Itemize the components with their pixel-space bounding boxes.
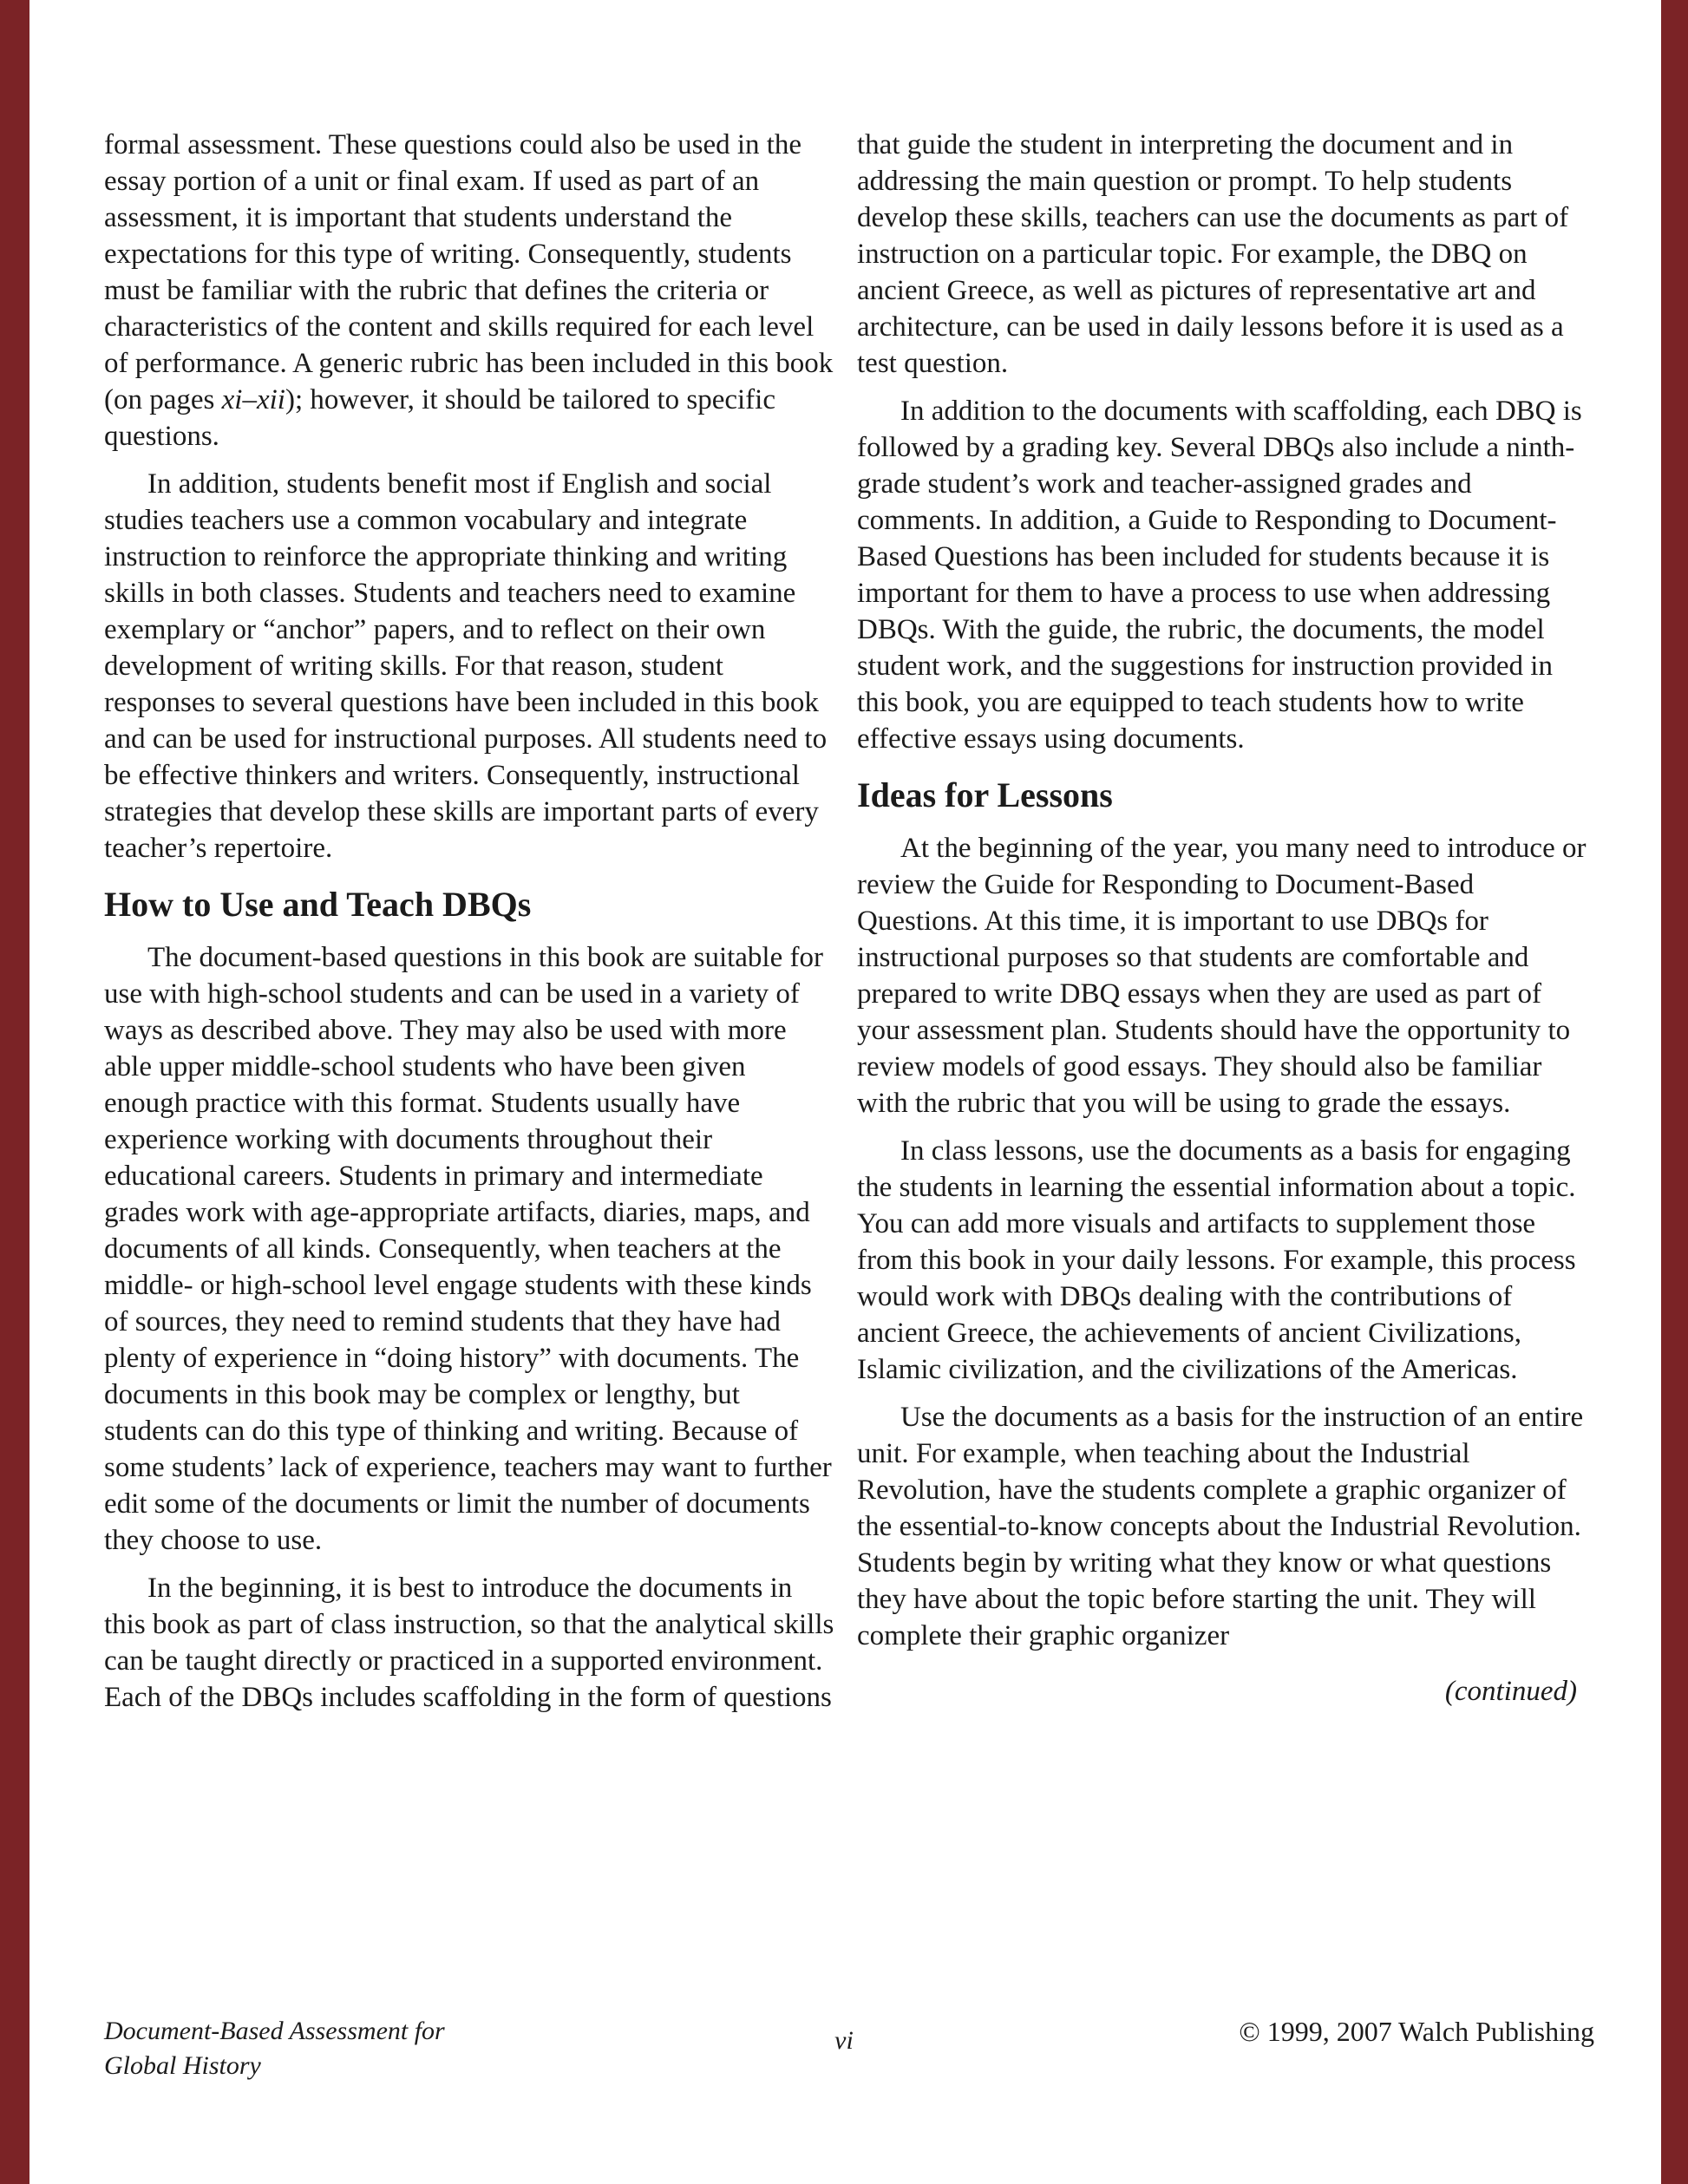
- paragraph-in-class-lessons: In class lessons, use the documents as a basis for engaging the students in learning the essential information about a topic. You can add more visuals and artifacts to supplement those from this book in your daily lessons. For example, this process would work with DBQs dealing with the contributions of ancient Greece, the achievements of ancient Civilizations, Islamic civilization, and the civilizations of the Americas.: [857, 1135, 1576, 1385]
- left-column: [104, 127, 834, 1727]
- paragraph-in-addition-to-documents: In addition to the documents with scaffolding, each DBQ is followed by a grading key. Several DBQs also include a ninth-grade student’s work and teacher-assigned grades and comments. In addition, a Guide to Responding to Document-Based Questions has been included for students because it is important for them to have a process to use when addressing DBQs. With the guide, the rubric, the documents, the model student work, and the suggestions for instruction provided in this book, you are equipped to teach students how to write effective essays using documents.: [857, 396, 1582, 755]
- paragraph-formal-assessment: [104, 127, 834, 454]
- paragraph-in-the-beginning: In the beginning, it is best to introduce the documents in this book as part of class instruction, so that the analytical skills can be taught directly or practiced in a supported environment. Each of the DBQs includes scaffolding in the form of questions: [104, 1573, 834, 1713]
- paragraph-document-based-questions: The document-based questions in this book are suitable for use with high-school students and can be used in a variety of ways as described above. They may also be used with more able upper middle-school students who have been given enough practice with this format. Students usually have experience working with documents throughout their educational careers. Students in primary and intermediate grades work with age-appropriate artifacts, diaries, maps, and documents of all kinds. Consequently, when teachers at the middle- or high-school level engage students with these kinds of sources, they need to remind students that they have had plenty of experience in “doing history” with documents. The documents in this book may be complex or lengthy, but students can do this type of thinking and writing. Because of some students’ lack of experience, teachers may want to further edit some of the documents or limit the number of documents they choose to use.: [104, 942, 832, 1556]
- heading-how-to-use-and-teach-dbqs: How to Use and Teach DBQs: [104, 885, 532, 924]
- footer-book-title-line2: Global History: [104, 2051, 261, 2080]
- paragraph-in-addition-students: In addition, students benefit most if English and social studies teachers use a common vocabulary and integrate instruction to reinforce the appropriate thinking and writing skills in both classes. Students and teachers need to examine exemplary or “anchor” papers, and to reflect on their own development of writing skills. For that reason, student responses to several questions have been included in this book and can be used for instructional purposes. All students need to be effective thinkers and writers. Consequently, instructional strategies that develop these skills are important parts of every teacher’s repertoire.: [104, 468, 828, 864]
- continued-marker: (continued): [1444, 1676, 1577, 1707]
- copyright-notice: © 1999, 2007 Walch Publishing: [1239, 2016, 1594, 2047]
- italic-page-reference: xi–xii: [221, 384, 285, 415]
- paragraph-use-the-documents: Use the documents as a basis for the instruction of an entire unit. For example, when teaching about the Industrial Revolution, have the students complete a graphic organizer of the essential-to-know concepts about the Industrial Revolution. Students begin by writing what they know or what questions they have about the topic before starting the unit. They will complete their graphic organizer: [857, 1402, 1584, 1651]
- paragraph-at-the-beginning-of-year: At the beginning of the year, you many need to introduce or review the Guide for Responding to Document-Based Questions. At this time, it is important to use DBQs for instructional purposes so that students are comfortable and prepared to write DBQ essays when they are used as part of your assessment plan. Students should have the opportunity to review models of good essays. They should also be familiar with the rubric that you will be using to grade the essays.: [857, 833, 1587, 1119]
- heading-ideas-for-lessons: Ideas for Lessons: [857, 775, 1113, 814]
- footer-book-title-line1: Document-Based Assessment for: [104, 2017, 445, 2045]
- right-edge-bar: [1661, 0, 1688, 2184]
- paragraph-that-guide-the-student: that guide the student in interpreting the document and in addressing the main question or prompt. To help students develop these skills, teachers can use the documents as part of instruction on a particular topic. For example, the DBQ on ancient Greece, as well as pictures of representative art and architecture, can be used in daily lessons before it is used as a test question.: [857, 129, 1569, 379]
- paragraph-text: formal assessment. These questions could also be used in the essay portion of a unit or final exam. If used as part of an assessment, it is important that students understand the expectations for this type of writing. Consequently, students must be familiar with the rubric that defines the criteria or characteristics of the content and skills required for each level of performance. A generic rubric has been included in this book (on pages: [104, 129, 834, 415]
- left-edge-bar: [0, 0, 29, 2184]
- paragraph-text: ); however, it should be tailored to specific questions.: [104, 384, 775, 452]
- page-number: vi: [834, 2026, 854, 2055]
- right-column: [857, 127, 1587, 1710]
